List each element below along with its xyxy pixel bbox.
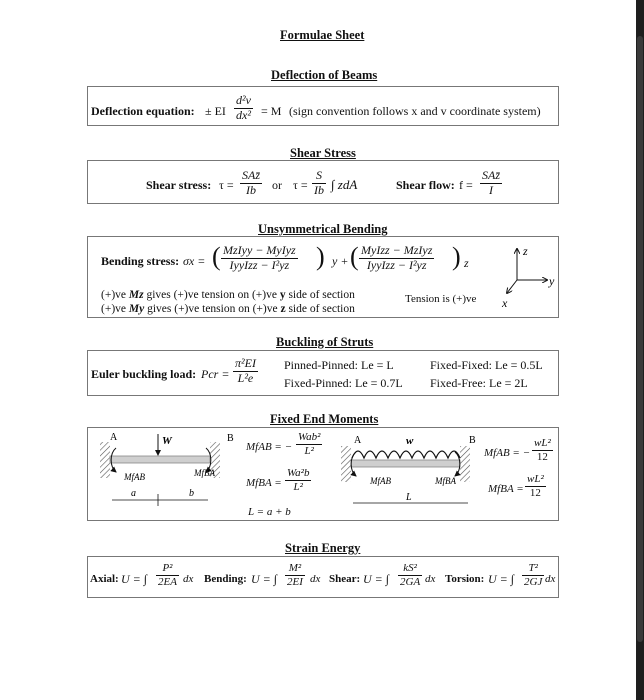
pt-mab-fraction <box>296 431 322 457</box>
ud-mba-num: wL² <box>527 473 544 485</box>
unsym-label: Bending stress: <box>101 254 180 268</box>
axial-dx: dx <box>183 573 194 585</box>
L-equation: L = a + b <box>248 506 291 518</box>
x-axis-label: x <box>502 296 508 310</box>
shear-f1-num: SAz̄ <box>242 168 260 182</box>
beam-point <box>110 456 210 463</box>
udl-A-label: A <box>354 435 362 446</box>
point-mba-label: MfBA <box>194 468 215 478</box>
dim-a-label: a <box>131 488 136 499</box>
unsym-sigma: σx = <box>183 254 206 268</box>
unsym-box: Bending stress: σx = ( $\frac{\text{MzIyy − MyIyz}}{\text{IyyIzz − I²yz}}$ ) y + ( $\frac{\text{MyIzz − MzIyz}}{\text{IyyIzz − I²yz}}$ ) z (+)ve Mz gives (+)ve tension on (+)ve y side of section (+)ve My gives (+)ve tension on (+)ve z side of section Tension is (+)ve z y x <box>87 236 559 318</box>
right-wall-udl <box>460 446 470 482</box>
axial-num: P² <box>156 562 179 576</box>
bending-fraction <box>285 562 305 588</box>
deflection-label: Deflection equation: <box>91 104 195 118</box>
unsym-z-var: z <box>464 256 469 270</box>
shear-energy-label: Shear: <box>329 573 361 585</box>
shear-tau-eq-2: τ = <box>293 178 308 192</box>
axial-label: Axial: <box>90 573 119 585</box>
pt-mba-lhs: MfBA = <box>246 477 282 489</box>
unsym-t2-den: IyyIzz − I²yz <box>366 257 427 272</box>
shear-flow-label: Shear flow: <box>396 178 455 192</box>
torsion-num: T² <box>522 562 544 576</box>
deflection-title: Deflection of Beams <box>271 68 378 82</box>
bending-eq: U = ∫ <box>251 572 278 586</box>
ud-mba-fraction <box>525 473 546 499</box>
deflection-rhs: = M <box>261 104 282 118</box>
buckling-p-eq: Pcr = <box>201 367 230 381</box>
buckling-fixed-fixed: Fixed-Fixed: Le = 0.5L <box>430 358 543 372</box>
pt-mab-lhs: MfAB = − <box>246 441 293 453</box>
torsion-dx: dx <box>545 573 556 585</box>
shear-integral: ∫ zdA <box>331 177 358 192</box>
z-axis-label: z <box>523 244 528 258</box>
buckling-box <box>87 350 559 396</box>
point-mab-label: MfAB <box>124 472 145 482</box>
shear-flow-eq: f = <box>459 178 473 192</box>
ud-mab-den: 12 <box>536 450 548 463</box>
strain-title: Strain Energy <box>285 541 361 555</box>
torsion-den: 2GJ <box>524 575 543 588</box>
left-wall-udl <box>341 446 351 482</box>
shear-f2-den: Ib <box>314 182 324 197</box>
deflection-den: dx² <box>236 107 251 122</box>
shear-energy-den: 2GA <box>400 575 421 588</box>
unsym-t1-den: IyyIzz − I²yz <box>229 257 290 272</box>
shear-f3-num: SAz̄ <box>482 168 500 182</box>
pt-mba-num: Wa²b <box>287 467 310 479</box>
shear-box <box>87 160 559 204</box>
shear-title: Shear Stress <box>290 146 356 160</box>
udl-load-curve <box>352 451 460 458</box>
udl-load-label: w <box>406 435 414 447</box>
ud-mab-fraction <box>532 437 553 463</box>
ud-mba-lhs: MfBA = <box>488 483 524 495</box>
buckling-den: L²e <box>237 370 254 385</box>
fem-box <box>87 427 559 521</box>
bending-label: Bending: <box>204 573 247 585</box>
pt-mab-num: Wab² <box>298 431 321 443</box>
buckling-fraction <box>233 357 258 386</box>
scrollbar-thumb[interactable] <box>637 36 643 642</box>
unsym-y-var: y + <box>332 254 349 268</box>
torsion-fraction <box>522 562 544 588</box>
torsion-eq: U = ∫ <box>488 572 515 586</box>
shear-energy-num: kS² <box>398 562 422 576</box>
axes-diagram <box>493 241 558 313</box>
dim-L-label: L <box>406 492 412 503</box>
unsym-t2-num: MyIzz − MzIyz <box>361 243 433 257</box>
unsym-t1-num: MzIyy − MyIyz <box>223 243 296 257</box>
ud-mab-lhs: MfAB = − <box>484 447 531 459</box>
axial-fraction <box>156 562 179 588</box>
deflection-pm: ± EI <box>205 104 226 118</box>
dim-b-label: b <box>189 488 194 499</box>
axial-den: 2EA <box>158 575 177 588</box>
udl-B-label: B <box>469 435 476 446</box>
shear-fraction-1 <box>240 169 262 198</box>
shear-fraction-2 <box>312 169 326 198</box>
ud-mab-num: wL² <box>534 437 551 449</box>
unsym-note-1: (+)ve Mz gives (+)ve tension on (+)ve y side of section <box>101 289 355 301</box>
point-A-label: A <box>110 432 118 443</box>
udl-mab-label: MfAB <box>370 476 391 486</box>
bending-dx: dx <box>310 573 321 585</box>
shear-energy-dx: dx <box>425 573 436 585</box>
unsym-fraction-2 <box>359 244 434 273</box>
buckling-fixed-free: Fixed-Free: Le = 2L <box>430 376 528 390</box>
shear-label: Shear stress: <box>146 178 212 192</box>
buckling-fixed-pinned: Fixed-Pinned: Le = 0.7L <box>284 376 403 390</box>
pt-mba-den: L² <box>293 480 303 493</box>
vertical-scrollbar[interactable] <box>636 0 644 700</box>
axial-eq: U = ∫ <box>121 572 148 586</box>
pt-mba-fraction <box>285 467 311 493</box>
y-axis-label: y <box>549 274 555 288</box>
deflection-fraction <box>234 94 253 123</box>
shear-f1-den: Ib <box>246 182 256 197</box>
sheet-title: Formulae Sheet <box>280 28 365 42</box>
unsym-tension-note: Tension is (+)ve <box>405 293 477 305</box>
left-wall-point <box>100 442 110 478</box>
buckling-title: Buckling of Struts <box>276 335 374 349</box>
deflection-note: (sign convention follows x and v coordinate system) <box>289 104 541 118</box>
point-B-label: B <box>227 433 234 444</box>
buckling-pinned-pinned: Pinned-Pinned: Le = L <box>284 358 394 372</box>
fem-title: Fixed End Moments <box>270 412 379 426</box>
buckling-num: π²EI <box>235 356 256 370</box>
shear-f3-den: I <box>489 182 493 197</box>
strain-box <box>87 556 559 598</box>
beam-udl <box>351 460 460 467</box>
udl-mba-label: MfBA <box>435 476 456 486</box>
shear-energy-fraction <box>398 562 422 588</box>
pt-mab-den: L² <box>304 444 314 457</box>
point-load-label: W <box>162 435 172 447</box>
buckling-label: Euler buckling load: <box>91 367 197 381</box>
ud-mba-den: 12 <box>529 486 541 499</box>
shear-f2-num: S <box>312 169 326 184</box>
bending-num: M² <box>285 562 305 576</box>
x-axis-arrow <box>507 280 517 293</box>
unsym-fraction-1 <box>221 244 298 273</box>
deflection-box <box>87 86 559 126</box>
shear-tau-eq: τ = <box>219 178 234 192</box>
shear-energy-eq: U = ∫ <box>363 572 390 586</box>
unsym-title: Unsymmetrical Bending <box>258 222 388 236</box>
unsym-note-2: (+)ve My gives (+)ve tension on (+)ve z side of section <box>101 303 355 315</box>
shear-fraction-3 <box>480 169 502 198</box>
bending-den: 2EI <box>287 575 303 588</box>
torsion-label: Torsion: <box>445 573 485 585</box>
deflection-num: d²v <box>236 93 251 107</box>
shear-or: or <box>272 178 282 192</box>
